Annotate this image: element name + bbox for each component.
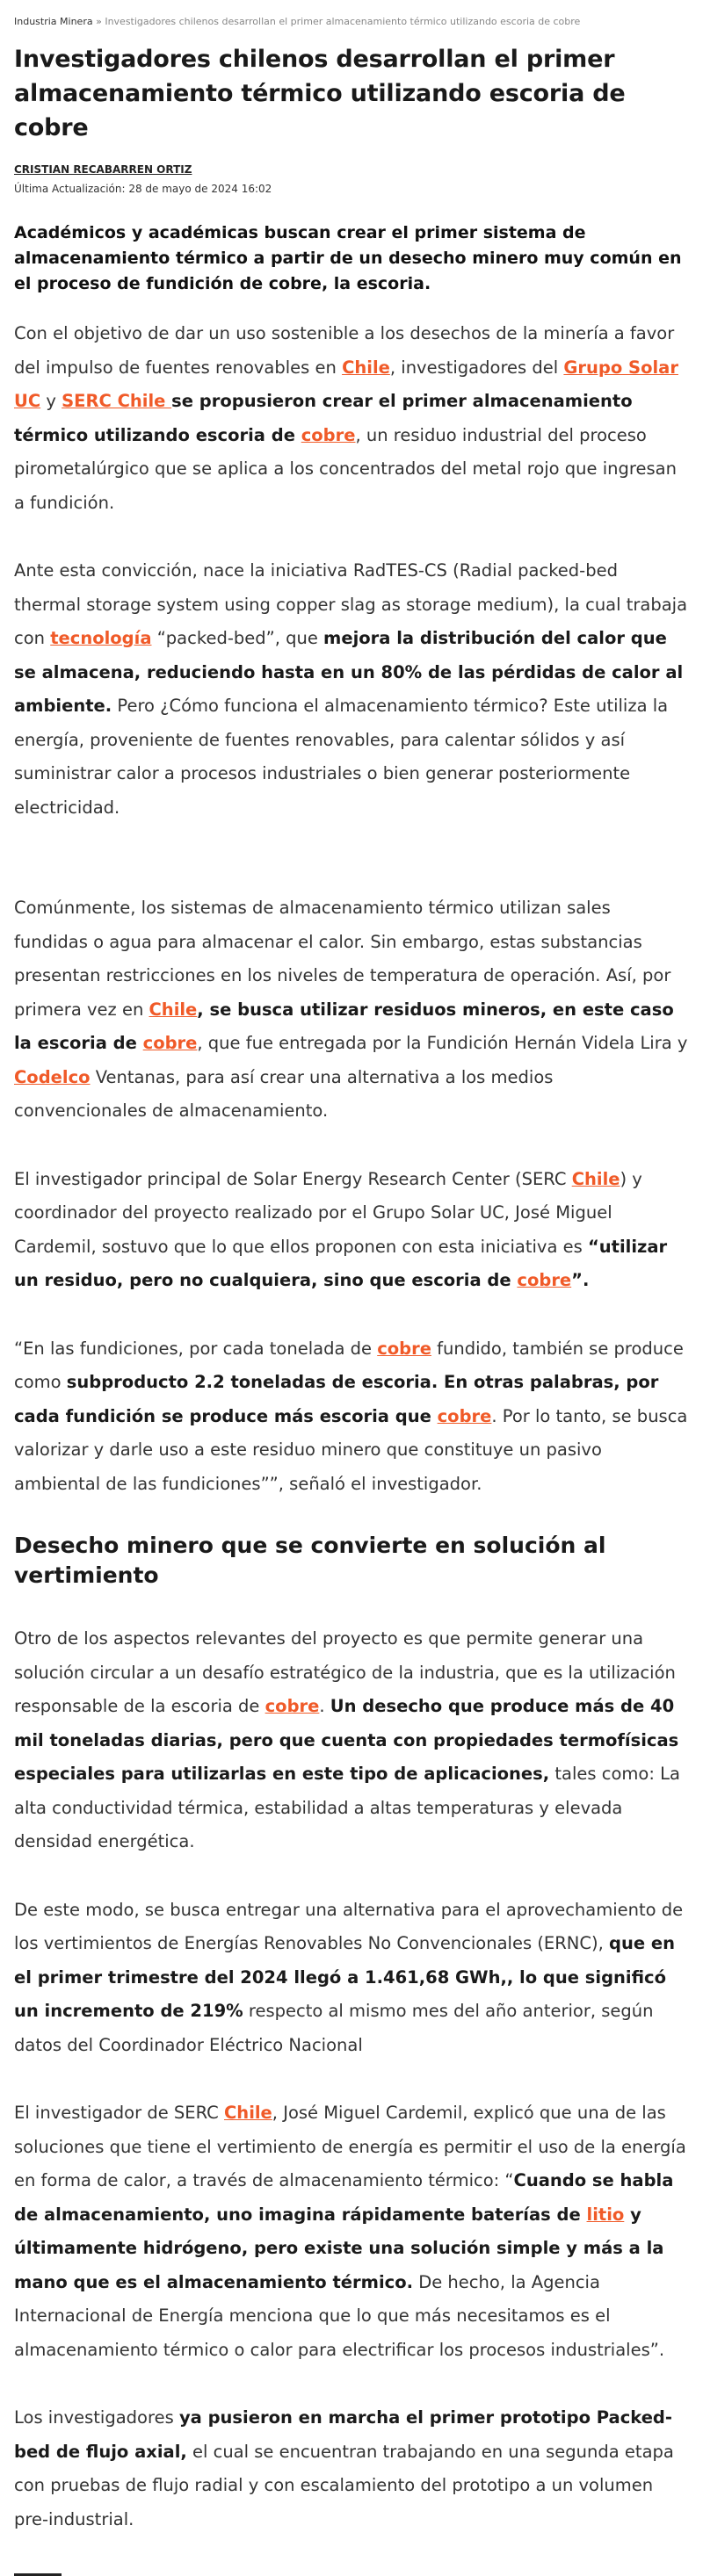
text: y [40,391,62,411]
breadcrumb-home-link[interactable]: Industria Minera [14,16,93,27]
link-cobre[interactable]: cobre [517,1270,572,1290]
bold-text: subproducto 2.2 toneladas de escoria. En otras palabras, por cada fundición se produce más escoria que [14,1372,659,1426]
link-chile[interactable]: Chile [149,999,198,1020]
text: Ante esta convicción, nace la iniciativa RadTES-CS (Radial packed-bed thermal storage system using copper slag as storage medium), la cual trabaja con [14,560,688,648]
text: tales como: La alta conductividad térmica, estabilidad a altas temperaturas y elevada densidad energética. [14,1764,680,1851]
paragraph-7 [14,1894,689,2063]
text: Comúnmente, los sistemas de almacenamiento térmico utilizan sales fundidas o agua para almacenar el calor. Sin embargo, estas substancias presentan restricciones en los niveles de temperatura de operación. Así, por primera vez en [14,898,671,1020]
last-updated: Última Actualización: 28 de mayo de 2024 16:02 [14,183,272,195]
link-chile[interactable]: Chile [571,1168,620,1189]
link-cobre[interactable]: cobre [142,1033,198,1053]
text: ) y coordinador del proyecto realizado por el Grupo Solar UC, José Miguel Cardemil, sostuvo que lo que ellos proponen con esta iniciativa es [14,1168,642,1257]
bold-text: se propusieron crear el primer almacenamiento térmico utilizando escoria de [14,391,633,445]
link-cobre[interactable]: cobre [377,1338,431,1359]
bold-text: Un desecho que produce más de 40 mil toneladas diarias, pero que cuenta con propiedades termofísicas especiales para utilizarlas en este tipo de aplicaciones, [14,1696,679,1784]
text: Otro de los aspectos relevantes del proyecto es que permite generar una solución circular a un desafío estratégico de la industria, que es la utilización responsable de la escoria de [14,1628,676,1716]
text: el cual se encuentran trabajando en una segunda etapa con pruebas de flujo radial y con escalamiento del prototipo a un volumen pre-industrial. [14,2441,674,2529]
text: . [319,1696,330,1716]
bold-text: mejora la distribución del calor que se almacena, reduciendo hasta en un 80% de las pérdidas de calor al ambiente. [14,628,684,716]
breadcrumb-separator: » [96,16,102,27]
bold-text: , se busca utilizar residuos mineros, en este caso la escoria de [14,999,674,1053]
link-litio[interactable]: litio [586,2204,625,2225]
text: El investigador principal de Solar Energy Research Center (SERC [14,1168,572,1189]
link-cobre[interactable]: cobre [437,1405,492,1426]
breadcrumb [14,16,689,28]
bold-text: ”. [571,1270,590,1290]
text: fundido, también se produce como [14,1338,684,1392]
text: ”, señaló el investigador. [269,1473,482,1494]
paragraph-3 [14,891,689,1129]
text: “En las fundiciones, por cada tonelada de [14,1338,378,1359]
bold-text: que en el primer trimestre del 2024 llegó a 1.461,68 GWh,, lo que significó un incremento de 219% [14,1933,675,2021]
paragraph-1 [14,317,689,520]
breadcrumb-current: Investigadores chilenos desarrollan el primer almacenamiento térmico utilizando escoria de cobre [105,16,581,27]
text: De este modo, se busca entregar una alternativa para el aprovechamiento de los vertimientos de Energías Renovables No Convencionales (ERNC), [14,1899,684,1953]
paragraph-5 [14,1332,689,1502]
text: Los investigadores [14,2407,179,2428]
text: Pero ¿Cómo funciona el almacenamiento térmico? Este utiliza la energía, proveniente de fuentes renovables, para calentar sólidos y así suministrar calor a procesos industriales o bien generar posteriormente electricidad. [14,696,669,818]
article-title: Investigadores chilenos desarrollan el primer almacenamiento térmico utilizando escoria de cobre [14,46,626,141]
link-codelco[interactable]: Codelco [14,1066,91,1087]
paragraph-6 [14,1622,689,1859]
text: Ventanas, para así crear una alternativa a los medios convencionales de almacenamiento. [14,1066,554,1121]
section-heading: Desecho minero que se convierte en solución al vertimiento [14,1533,606,1588]
paragraph-8 [14,2096,689,2367]
text: De hecho, la Agencia Internacional de Energía menciona que lo que más necesitamos es el almacenamiento térmico o calor para electrificar los procesos industriales”. [14,2271,665,2360]
text: . Por lo tanto, se busca valorizar y darle uso a este residuo minero que constituye un pasivo ambiental de las fundiciones” [14,1405,688,1494]
author-link[interactable]: CRISTIAN RECABARREN ORTIZ [14,163,192,176]
link-chile[interactable]: Chile [342,357,390,378]
bold-text: “utilizar un residuo, pero no cualquiera, sino que escoria de [14,1236,668,1290]
bold-text: Cuando se habla de almacenamiento, uno imagina rápidamente baterías de [14,2170,674,2225]
link-cobre[interactable]: cobre [301,424,356,445]
text: El investigador de SERC [14,2103,224,2123]
text: , un residuo industrial del proceso pirometalúrgico que se aplica a los concentrados del metal rojo que ingresan a fundición. [14,424,677,513]
text: , José Miguel Cardemil, explicó que una de las soluciones que tiene el vertimiento de energía es permitir el uso de la energía en forma de calor, a través de almacenamiento térmico: “ [14,2103,686,2190]
link-serc-chile[interactable]: SERC Chile [62,391,172,411]
text: Con el objetivo de dar un uso sostenible a los desechos de la minería a favor del impulso de fuentes renovables en [14,323,675,378]
link-chile[interactable]: Chile [224,2103,272,2123]
paragraph-4 [14,1163,689,1298]
paragraph-2 [14,554,689,825]
text: , investigadores del [389,357,564,378]
paragraph-9 [14,2401,689,2536]
article-lead: Académicos y académicas buscan crear el primer sistema de almacenamiento térmico a partir de un desecho minero muy común en el proceso de fundición de cobre, la escoria. [14,223,682,293]
text: , que fue entregada por la Fundición Hernán Videla Lira y [197,1033,688,1053]
link-tecnologia[interactable]: tecnología [50,628,152,648]
bold-text: ya pusieron en marcha el primer prototipo Packed-bed de flujo axial, [14,2407,672,2462]
bold-text: y últimamente hidrógeno, pero existe una solución simple y más a la mano que es el almacenamiento térmico. [14,2204,664,2292]
text: respecto al mismo mes del año anterior, según datos del Coordinador Eléctrico Nacional [14,2001,654,2055]
link-cobre[interactable]: cobre [265,1696,320,1716]
link-grupo-solar-uc[interactable]: Grupo Solar UC [14,357,678,411]
text: “packed-bed”, que [151,628,324,648]
